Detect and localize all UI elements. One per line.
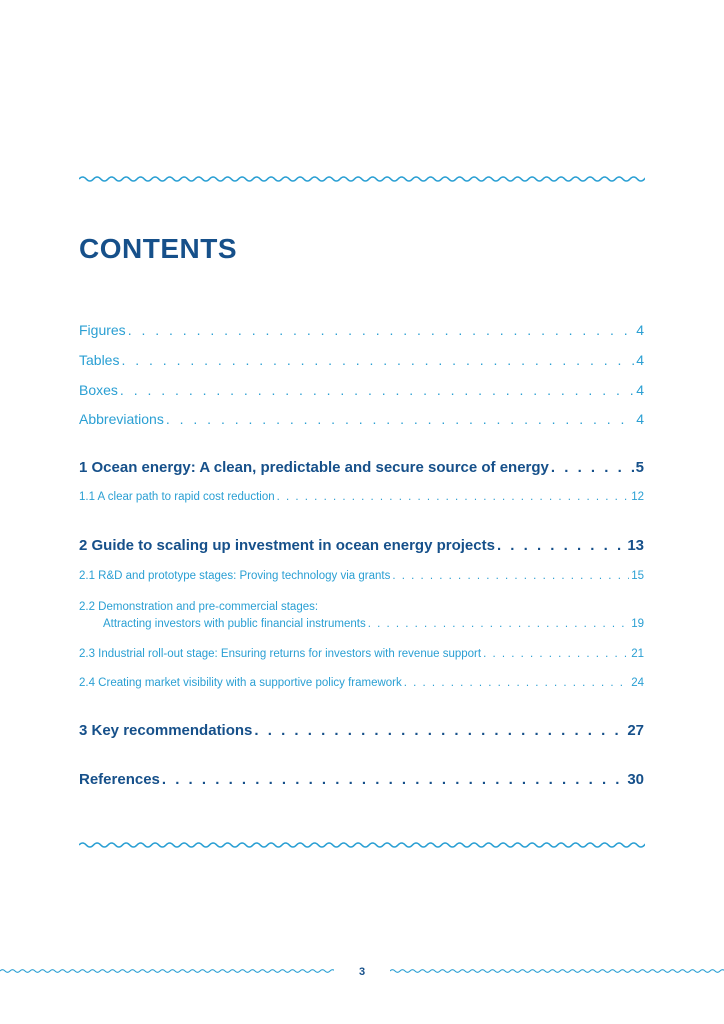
toc-entry-label: 2.3 Industrial roll-out stage: Ensuring returns for investors with revenue support (79, 648, 482, 660)
footer-wave-left (0, 966, 334, 976)
toc-section-2-1[interactable] (79, 570, 644, 582)
dot-leader (254, 722, 625, 739)
toc-section-1[interactable] (79, 459, 644, 476)
toc-entry-page: 5 (635, 459, 644, 476)
dot-leader (128, 322, 635, 338)
dot-leader (483, 648, 629, 660)
toc-entry-page: 21 (631, 648, 644, 660)
toc-entry-label: References (79, 771, 160, 788)
toc-entry-label: 3 Key recommendations (79, 722, 253, 739)
toc-entry-label: 2 Guide to scaling up investment in ocean energy projects (79, 537, 495, 554)
toc-entry-page: 4 (636, 411, 644, 427)
toc-entry-tables[interactable] (79, 352, 644, 368)
dot-leader (162, 771, 625, 788)
toc-section-2-2-line1[interactable]: 2.2 Demonstration and pre-commercial stages: (79, 601, 319, 613)
dot-leader (277, 491, 630, 503)
toc-entry-page: 27 (627, 722, 644, 739)
page-title: CONTENTS (79, 233, 237, 264)
toc-entry-label: Figures (79, 322, 126, 338)
toc-entry-label: Abbreviations (79, 411, 164, 427)
toc-entry-abbreviations[interactable] (79, 411, 644, 427)
toc-entry-label: 2.1 R&D and prototype stages: Proving technology via grants (79, 570, 391, 582)
toc-entry-page: 12 (631, 491, 644, 503)
toc-section-2[interactable] (79, 537, 644, 554)
toc-entry-label: Tables (79, 352, 120, 368)
dot-leader (497, 537, 625, 554)
dot-leader (404, 677, 629, 689)
toc-entry-figures[interactable] (79, 322, 644, 338)
toc-entry-boxes[interactable] (79, 382, 644, 398)
toc-entry-page: 24 (631, 677, 644, 689)
toc-entry-label: 1.1 A clear path to rapid cost reduction (79, 491, 275, 503)
toc-entry-page: 15 (631, 570, 644, 582)
toc-section-3[interactable] (79, 722, 644, 739)
toc-references[interactable] (79, 771, 644, 788)
toc-entry-label: Boxes (79, 382, 118, 398)
dot-leader (121, 352, 634, 368)
toc-entry-label: 1 Ocean energy: A clean, predictable and secure source of energy (79, 459, 549, 476)
toc-entry-label: 2.4 Creating market visibility with a supportive policy framework (79, 677, 402, 689)
bottom-wave-divider (79, 838, 645, 852)
toc-entry-page: 19 (631, 618, 644, 630)
top-wave-divider (79, 172, 645, 186)
toc-entry-label: Attracting investors with public financial instruments (103, 618, 366, 630)
toc-section-1-1[interactable] (79, 491, 644, 503)
dot-leader (551, 459, 634, 476)
dot-leader (120, 382, 634, 398)
toc-entry-page: 4 (636, 382, 644, 398)
dot-leader (166, 411, 634, 427)
toc-entry-page: 13 (627, 537, 644, 554)
page-number: 3 (358, 966, 366, 978)
toc-entry-page: 30 (627, 771, 644, 788)
toc-entry-page: 4 (636, 322, 644, 338)
toc-section-2-2[interactable] (79, 618, 644, 630)
toc-section-2-3[interactable] (79, 648, 644, 660)
toc-section-2-4[interactable] (79, 677, 644, 689)
toc-entry-page: 4 (636, 352, 644, 368)
footer-wave-right (390, 966, 724, 976)
dot-leader (392, 570, 629, 582)
dot-leader (368, 618, 630, 630)
